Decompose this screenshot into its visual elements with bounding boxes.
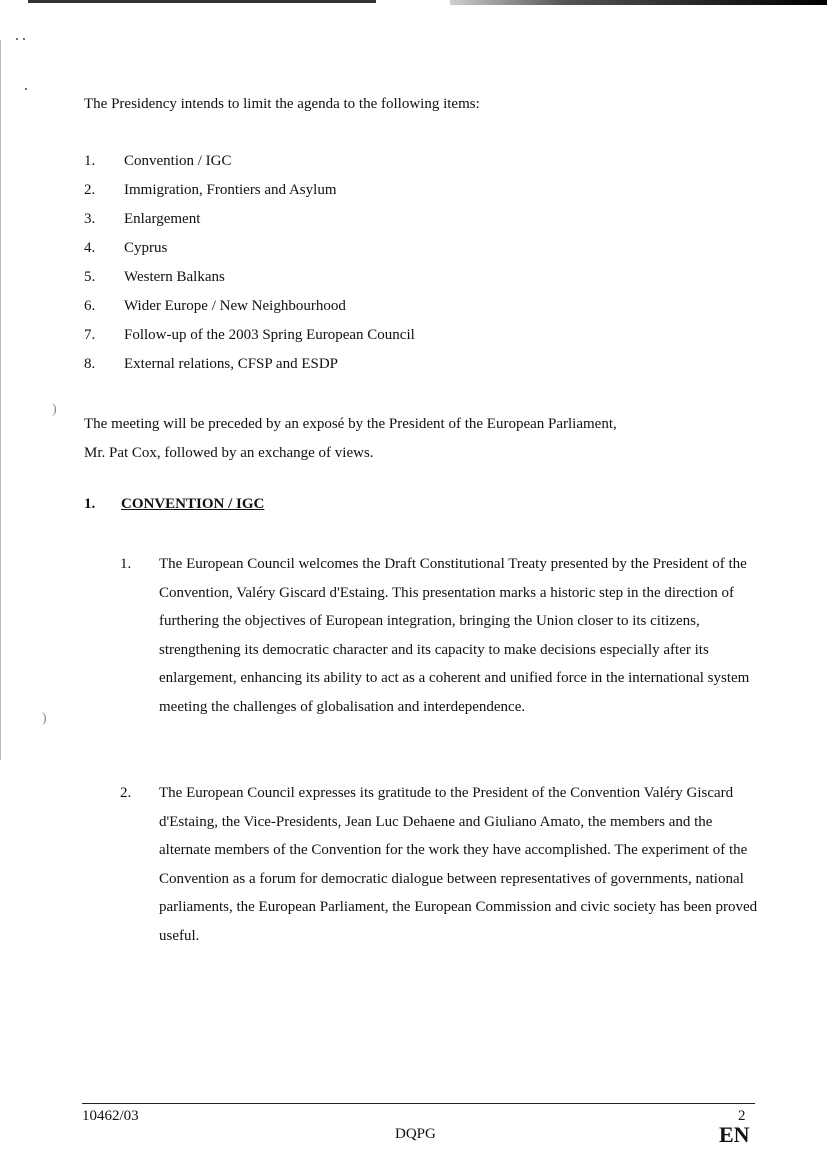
scan-mark bbox=[25, 88, 27, 90]
agenda-item-number: 4. bbox=[84, 240, 96, 256]
scan-mark bbox=[16, 38, 18, 40]
agenda-item bbox=[84, 267, 415, 296]
language-code: EN bbox=[719, 1122, 750, 1147]
agenda-item-label: Western Balkans bbox=[124, 269, 225, 285]
agenda-item-number: 6. bbox=[84, 298, 96, 314]
numbered-paragraph bbox=[120, 550, 760, 721]
intro-text: The Presidency intends to limit the agenda to the following items: bbox=[84, 96, 480, 112]
agenda-item bbox=[84, 209, 415, 238]
scan-edge-top-left bbox=[28, 0, 376, 3]
scan-edge-left bbox=[0, 40, 1, 760]
agenda-item-label: Convention / IGC bbox=[124, 153, 232, 169]
section-heading bbox=[84, 496, 264, 513]
paragraph-number: 1. bbox=[120, 556, 132, 572]
agenda-item bbox=[84, 354, 415, 383]
agenda-item-label: Immigration, Frontiers and Asylum bbox=[124, 182, 337, 198]
agenda-item-number: 2. bbox=[84, 182, 96, 198]
agenda-item-number: 5. bbox=[84, 269, 96, 285]
scan-mark bbox=[23, 38, 25, 40]
section-title: CONVENTION / IGC bbox=[121, 496, 265, 512]
scan-paren-mark: ) bbox=[52, 402, 57, 417]
page-number: 2 bbox=[738, 1108, 746, 1124]
agenda-item-number: 8. bbox=[84, 356, 96, 372]
agenda-item bbox=[84, 238, 415, 267]
agenda-item-number: 3. bbox=[84, 211, 96, 227]
footer-divider bbox=[82, 1103, 755, 1104]
agenda-item-number: 1. bbox=[84, 153, 96, 169]
agenda-item bbox=[84, 180, 415, 209]
agenda-item bbox=[84, 151, 415, 180]
agenda-item-number: 7. bbox=[84, 327, 96, 343]
scan-paren-mark: ) bbox=[42, 711, 47, 726]
paragraph-text: The European Council welcomes the Draft Constitutional Treaty presented by the President of the Convention, Valéry Giscard d'Estaing. This presentation marks a historic step in the direction of furthering the objectives of European integration, bringing the Union closer to its citizens, strengthening its democratic character and its capacity to make decisions especially after its enlargement, enhancing its ability to act as a coherent and unified force in the international system meeting the challenges of globalisation and interdependence. bbox=[159, 556, 750, 715]
meeting-note-line: Mr. Pat Cox, followed by an exchange of views. bbox=[84, 445, 374, 461]
department-code: DQPG bbox=[395, 1126, 436, 1142]
meeting-note-line: The meeting will be preceded by an exposé by the President of the European Parliament, bbox=[84, 416, 617, 432]
agenda-item-label: Enlargement bbox=[124, 211, 201, 227]
scan-edge-top-right bbox=[450, 0, 827, 5]
meeting-note bbox=[84, 410, 617, 468]
numbered-paragraph bbox=[120, 779, 760, 950]
paragraph-text: The European Council expresses its gratitude to the President of the Convention Valéry Giscard d'Estaing, the Vice-Presidents, Jean Luc Dehaene and Giuliano Amato, the members and the alternate members of the Convention for the work they have accomplished. The experiment of the Convention as a forum for democratic dialogue between representatives of governments, national parliaments, the European Parliament, the European Commission and civic society has been proved useful. bbox=[159, 785, 758, 944]
section-number: 1. bbox=[84, 496, 96, 512]
paragraph-number: 2. bbox=[120, 785, 132, 801]
agenda-item bbox=[84, 296, 415, 325]
agenda-item-label: Wider Europe / New Neighbourhood bbox=[124, 298, 346, 314]
agenda-item-label: Follow-up of the 2003 Spring European Council bbox=[124, 327, 415, 343]
agenda-item-label: Cyprus bbox=[124, 240, 168, 256]
agenda-list bbox=[84, 151, 415, 383]
agenda-item bbox=[84, 325, 415, 354]
document-reference: 10462/03 bbox=[82, 1108, 139, 1124]
agenda-item-label: External relations, CFSP and ESDP bbox=[124, 356, 339, 372]
